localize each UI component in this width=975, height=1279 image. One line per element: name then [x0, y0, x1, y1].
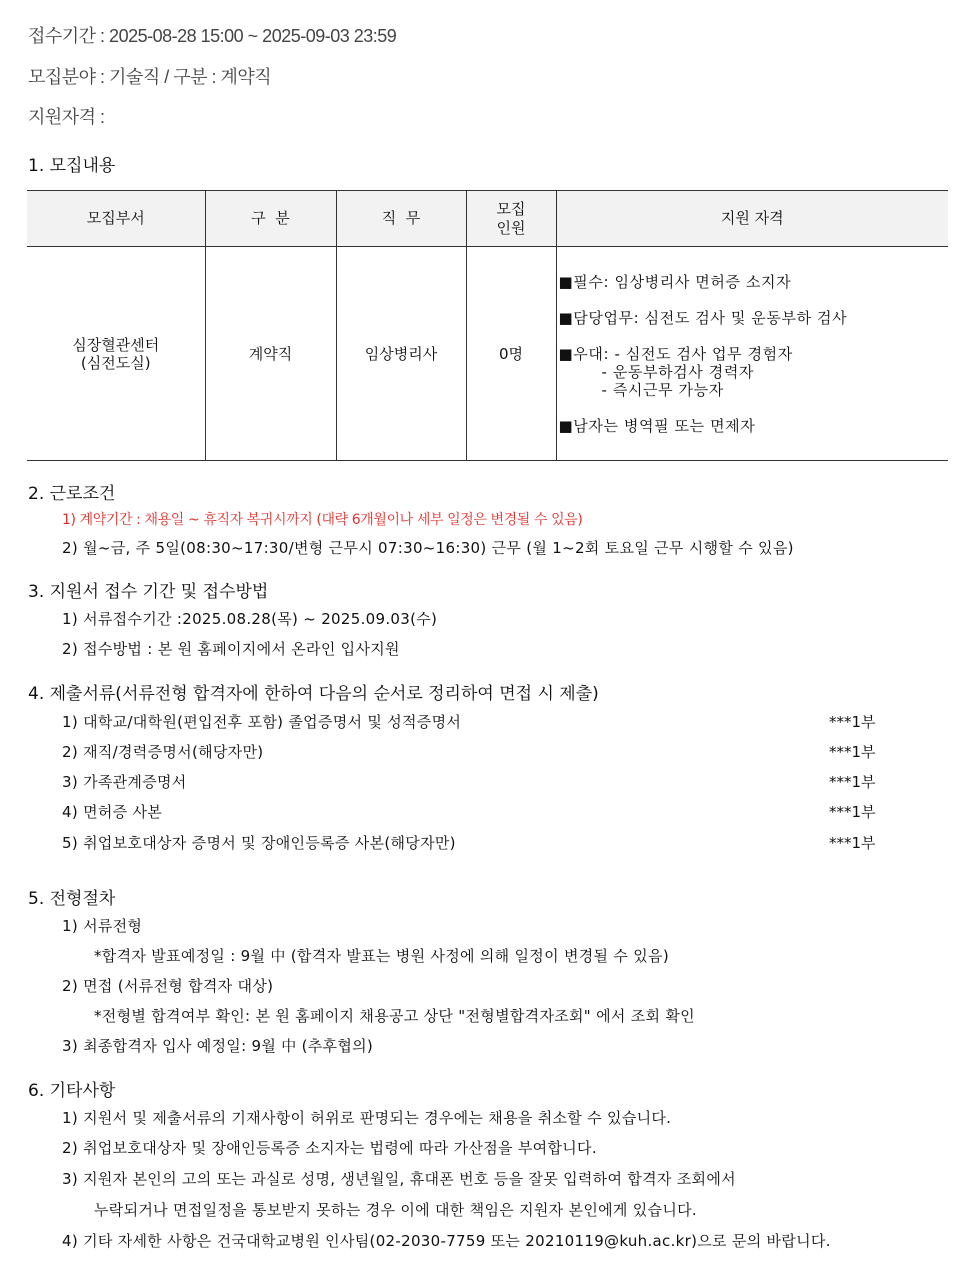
screening-final: 3) 최종합격자 입사 예정일: 9월 中 (추후협의) — [62, 1037, 374, 1055]
section-6-title: 6. 기타사항 — [28, 1081, 116, 1101]
header-count: 모집 인원 — [466, 191, 556, 247]
list-item: 4) 면허증 사본 — [62, 803, 163, 821]
screening-document: 1) 서류전형 — [62, 917, 143, 935]
contract-period: 1) 계약기간 : 채용일 ~ 휴직자 복귀시까지 (대략 6개월이나 세부 일정은 변경될 수 있음) — [62, 512, 583, 528]
section-1-title: 1. 모집내용 — [28, 156, 116, 176]
cell-duty: 임상병리사 — [336, 247, 466, 461]
section-3-title: 3. 지원서 접수 기간 및 접수방법 — [28, 582, 269, 602]
cell-department: 심장혈관센터 (심전도실) — [27, 247, 205, 461]
list-item-qty: ***1부 — [829, 713, 876, 731]
screening-interview-note: *전형별 합격여부 확인: 본 원 홈페이지 채용공고 상단 "전형별합격자조회" 에서 조회 확인 — [94, 1007, 695, 1025]
qualification-required: ■필수: 임상병리사 면허증 소지자 — [558, 272, 792, 291]
list-item-qty: ***1부 — [829, 803, 876, 821]
section-2-title: 2. 근로조건 — [28, 484, 116, 504]
work-hours: 2) 월~금, 주 5일(08:30~17:30/변형 근무시 07:30~16:30) 근무 (월 1~2회 토요일 근무 시행할 수 있음) — [62, 539, 794, 557]
section-5-title: 5. 전형절차 — [28, 889, 116, 909]
screening-document-note: *합격자 발표예정일 : 9월 中 (합격자 발표는 병원 사정에 의해 일정이 변경될 수 있음) — [94, 947, 669, 965]
list-item: 2) 재직/경력증명서(해당자만) — [62, 743, 264, 761]
cell-qualifications — [556, 247, 948, 461]
cell-count: 0명 — [466, 247, 556, 461]
header-qualification: 지원 자격 — [556, 191, 948, 247]
qualification-military: ■남자는 병역필 또는 면제자 — [558, 416, 756, 435]
list-item-qty: ***1부 — [829, 743, 876, 761]
recruitment-table — [27, 190, 948, 461]
table-row — [27, 247, 948, 461]
note-contact: 4) 기타 자세한 사항은 건국대학교병원 인사팀(02-2030-7759 또는 20210119@kuh.ac.kr)으로 문의 바랍니다. — [62, 1232, 831, 1250]
cell-type: 계약직 — [205, 247, 336, 461]
list-item-qty: ***1부 — [829, 834, 876, 852]
list-item: 3) 가족관계증명서 — [62, 773, 187, 791]
header-duty: 직 무 — [336, 191, 466, 247]
header-department: 모집부서 — [27, 191, 205, 247]
qualification-preferred: ■우대: - 심전도 검사 업무 경험자 - 운동부하검사 경력자 - 즉시근무 가능자 — [558, 344, 793, 399]
note-false-info: 1) 지원서 및 제출서류의 기재사항이 허위로 판명되는 경우에는 채용을 취소할 수 있습니다. — [62, 1109, 672, 1127]
qualification-label: 지원자격 : — [28, 107, 105, 127]
screening-interview: 2) 면접 (서류전형 합격자 대상) — [62, 977, 274, 995]
note-input-error: 3) 지원자 본인의 고의 또는 과실로 성명, 생년월일, 휴대폰 번호 등을 잘못 입력하여 합격자 조회에서 — [62, 1170, 736, 1188]
qualification-duty: ■담당업무: 심전도 검사 및 운동부하 검사 — [558, 308, 848, 327]
list-item: 5) 취업보호대상자 증명서 및 장애인등록증 사본(해당자만) — [62, 834, 456, 852]
list-item-qty: ***1부 — [829, 773, 876, 791]
list-item: 1) 대학교/대학원(편입전후 포함) 졸업증명서 및 성적증명서 — [62, 713, 462, 731]
recruit-field: 모집분야 : 기술직 / 구분 : 계약직 — [28, 67, 272, 87]
note-input-error-cont: 누락되거나 면접일정을 통보받지 못하는 경우 이에 대한 책임은 지원자 본인에게 있습니다. — [94, 1201, 697, 1219]
header-type: 구 분 — [205, 191, 336, 247]
application-method: 2) 접수방법 : 본 원 홈페이지에서 온라인 입사지원 — [62, 640, 400, 658]
document-period: 1) 서류접수기간 :2025.08.28(목) ~ 2025.09.03(수) — [62, 610, 438, 628]
table-header-row — [27, 191, 948, 247]
section-4-title: 4. 제출서류(서류전형 합격자에 한하여 다음의 순서로 정리하여 면접 시 제출) — [28, 684, 599, 704]
note-bonus-points: 2) 취업보호대상자 및 장애인등록증 소지자는 법령에 따라 가산점을 부여합니다. — [62, 1139, 597, 1157]
application-period: 접수기간 : 2025-08-28 15:00 ~ 2025-09-03 23:59 — [28, 26, 397, 46]
